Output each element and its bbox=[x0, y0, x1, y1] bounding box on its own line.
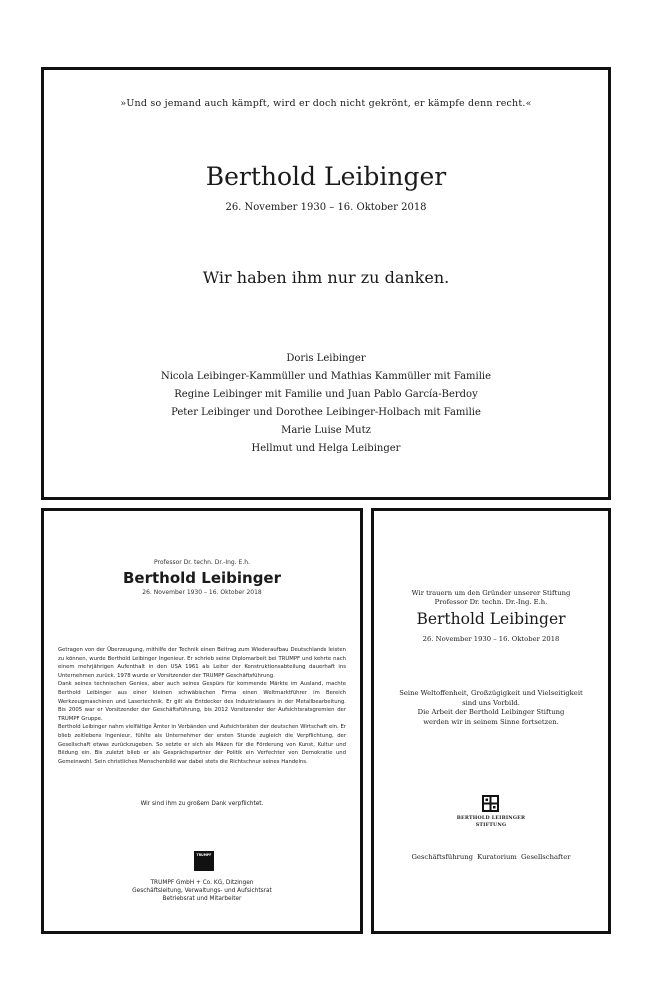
foundation-logo-icon bbox=[482, 795, 499, 812]
intro-line: Professor Dr. techn. Dr.-Ing. E.h. bbox=[434, 598, 548, 606]
family-member: Hellmut und Helga Leibinger bbox=[251, 443, 401, 454]
foundation-signers: Geschäftsführung Kuratorium Gesellschafter bbox=[411, 853, 571, 861]
family-member: Nicola Leibinger-Kammüller und Mathias Kammüller mit Familie bbox=[160, 371, 492, 382]
life-dates: 26. November 1930 – 16. Oktober 2018 bbox=[142, 589, 262, 596]
biography-paragraph: Berthold Leibinger nahm vielfältige Ämter in Verbänden und Aufsichtsräten der deutschen Wirtschaft ein. Er blieb zeitlebens Ingenieur, fühlte als Unternehmer der ersten Stunde zugleich die Verpflichtung, der Gesellschaft etwas zurückzugeben. So setzte er sich als Mäzen für die Förderung von Kunst, Kultur und Bildung ein. Bis zuletzt blieb er als Gesprächspartner der Politik ein Verfechter von Demokratie und Gemeinwohl. Sein christliches Menschenbild war dabei stets die Richtschnur seines Handelns. bbox=[58, 724, 346, 765]
company-line: TRUMPF GmbH + Co. KG, Ditzingen bbox=[150, 880, 254, 886]
tribute-line: Die Arbeit der Berthold Leibinger Stiftung bbox=[417, 708, 565, 716]
biography-paragraph: Getragen von der Überzeugung, mithilfe der Technik einen Beitrag zum Wiederaufbau Deutschlands leisten zu können, wurde Berthold Leibinger Ingenieur. Er schrieb seine Diplomarbeit bei TRUMPF und kehrte nach einem mehrjährigen Aufenthalt in den USA 1961 als Leiter der Konstruktionsabteilung dauerhaft ins Unternehmen zurück. 1978 wurde er Vorsitzender der TRUMPF Geschäftsführung. bbox=[58, 647, 346, 679]
family-member: Marie Luise Mutz bbox=[281, 425, 371, 436]
company-death-notice bbox=[41, 508, 363, 934]
foundation-name bbox=[374, 815, 608, 828]
closing-statement: Wir sind ihm zu großem Dank verpflichtet. bbox=[140, 801, 264, 807]
tribute-line: werden wir in seinem Sinne fortsetzen. bbox=[423, 717, 559, 726]
company-line: Geschäftsleitung, Verwaltungs- und Aufsichtsrat bbox=[132, 888, 272, 894]
biography-paragraph: Dank seines technischen Genies, aber auch seines Gespürs für kommende Märkte im Ausland, machte Berthold Leibinger aus einer kleinen schwäbischen Firma einen Weltmarktführer im Bereich Werkzeugmaschinen und Lasertechnik. Er gilt als Entdecker des Industrielasers in der Metallbearbeitung. Bis 2005 war er Vorsitzender der Geschäftsführung, bis 2012 Vorsitzender der Aufsichtsratsgremien der TRUMPF Gruppe. bbox=[58, 681, 346, 722]
tribute-text bbox=[374, 689, 608, 727]
family-member: Peter Leibinger und Dorothee Leibinger-Holbach mit Familie bbox=[171, 407, 481, 418]
life-dates: 26. November 1930 – 16. Oktober 2018 bbox=[422, 635, 560, 643]
company-signature bbox=[44, 879, 360, 903]
tribute-line: sind uns Vorbild. bbox=[462, 698, 520, 707]
foundation-death-notice bbox=[371, 508, 611, 934]
main-death-notice bbox=[41, 67, 611, 500]
intro-line: Wir trauern um den Gründer unserer Stiftung bbox=[411, 589, 571, 597]
deceased-name: Berthold Leibinger bbox=[123, 569, 281, 587]
thanks-statement: Wir haben ihm nur zu danken. bbox=[202, 268, 450, 287]
family-member: Regine Leibinger mit Familie und Juan Pablo García-Berdoy bbox=[174, 389, 478, 400]
family-list bbox=[44, 350, 608, 458]
quote: »Und so jemand auch kämpft, wird er doch nicht gekrönt, er kämpfe denn recht.« bbox=[120, 98, 532, 109]
foundation-intro bbox=[374, 589, 608, 607]
life-dates: 26. November 1930 – 16. Oktober 2018 bbox=[225, 202, 427, 213]
family-member: Doris Leibinger bbox=[286, 353, 366, 364]
biography-text bbox=[58, 646, 346, 766]
foundation-name-line: BERTHOLD LEIBINGER bbox=[456, 815, 526, 821]
company-line: Betriebsrat und Mitarbeiter bbox=[162, 896, 242, 902]
tribute-line: Seine Weltoffenheit, Großzügigkeit und Vielseitigkeit bbox=[399, 689, 583, 697]
academic-title: Professor Dr. techn. Dr.-Ing. E.h. bbox=[154, 559, 250, 566]
foundation-name-line: STIFTUNG bbox=[475, 821, 507, 828]
trumpf-logo: TRUMPF bbox=[194, 851, 214, 871]
deceased-name: Berthold Leibinger bbox=[416, 610, 566, 628]
deceased-name: Berthold Leibinger bbox=[205, 162, 447, 191]
